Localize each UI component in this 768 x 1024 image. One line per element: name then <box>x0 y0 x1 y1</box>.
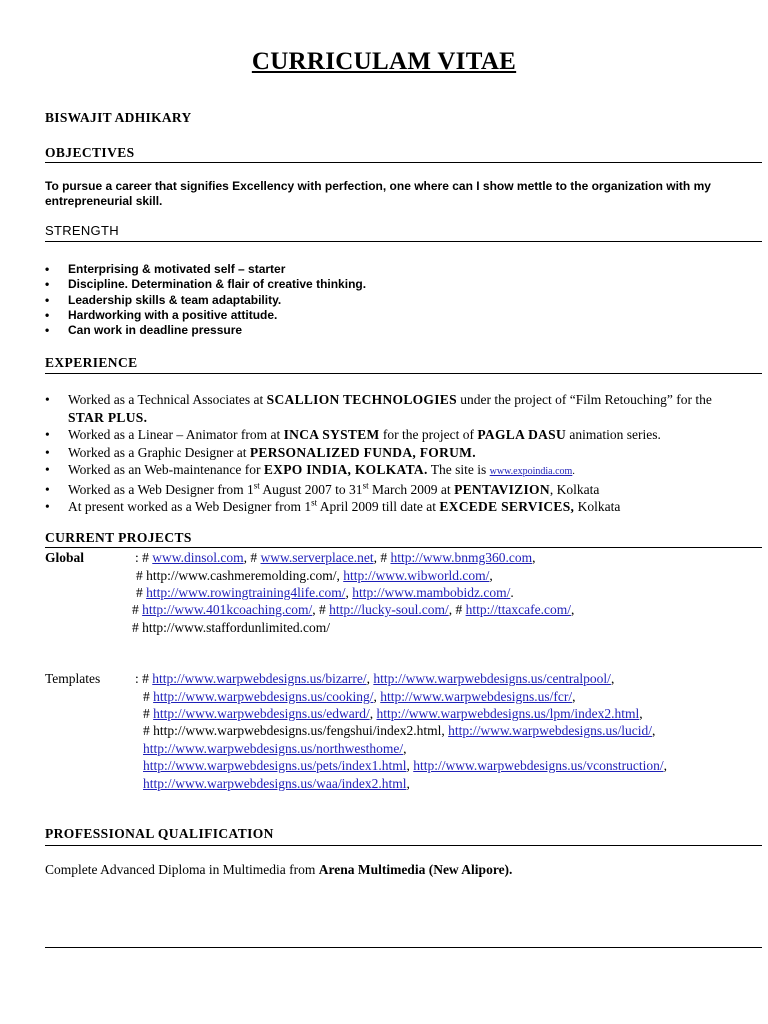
project-text: # <box>143 689 154 704</box>
current-projects-heading: CURRENT PROJECTS <box>45 530 192 545</box>
project-link[interactable]: http://ttaxcafe.com/ <box>465 602 571 617</box>
project-link[interactable]: http://www.wibworld.com/ <box>343 568 490 583</box>
list-item: • Leadership skills & team adaptability. <box>45 293 366 308</box>
list-item: • Worked as an Web-maintenance for EXPO INDIA, KOLKATA. The site is www.expoindia.com. <box>45 461 745 481</box>
project-text: , <box>366 671 374 686</box>
project-line <box>143 758 667 774</box>
project-line <box>143 741 406 757</box>
experience-heading: EXPERIENCE <box>45 355 138 370</box>
project-line <box>143 689 575 705</box>
project-text: # http://www.warpwebdesigns.us/fengshui/index2.html, <box>143 723 449 738</box>
project-line <box>132 620 330 636</box>
project-text: , # <box>243 550 261 565</box>
project-link[interactable]: http://www.warpwebdesigns.us/waa/index2.html <box>143 776 407 791</box>
project-link[interactable]: http://www.warpwebdesigns.us/fcr/ <box>380 689 573 704</box>
project-text: , <box>651 723 656 738</box>
project-link[interactable]: http://lucky-soul.com/ <box>329 602 449 617</box>
project-line <box>135 671 614 687</box>
project-text: , <box>403 741 407 756</box>
project-link[interactable]: http://www.warpwebdesigns.us/edward/ <box>153 706 370 721</box>
project-text: , <box>610 671 615 686</box>
project-text: , # <box>312 602 330 617</box>
project-text: : # <box>135 671 153 686</box>
project-link[interactable]: http://www.warpwebdesigns.us/pets/index1.html <box>143 758 407 773</box>
project-link[interactable]: http://www.bnmg360.com <box>390 550 533 565</box>
objectives-heading: OBJECTIVES <box>45 145 135 160</box>
project-text: , <box>369 706 377 721</box>
project-text: # <box>143 706 154 721</box>
project-link[interactable]: http://www.warpwebdesigns.us/northwesthome/ <box>143 741 404 756</box>
divider <box>45 845 762 846</box>
project-text: , <box>663 758 667 773</box>
project-text: . <box>510 585 514 600</box>
list-item: • At present worked as a Web Designer from 1st April 2009 till date at EXCEDE SERVICES, Kolkata <box>45 498 745 516</box>
divider <box>45 947 762 948</box>
project-link[interactable]: http://www.warpwebdesigns.us/centralpool/ <box>373 671 611 686</box>
project-text: , <box>570 602 575 617</box>
project-link[interactable]: http://www.rowingtraining4life.com/ <box>146 585 346 600</box>
project-link[interactable]: www.serverplace.net <box>260 550 374 565</box>
project-text: , # <box>373 550 391 565</box>
project-link[interactable]: http://www.warpwebdesigns.us/lpm/index2.html <box>376 706 640 721</box>
project-link[interactable]: http://www.mambobidz.com/ <box>352 585 511 600</box>
list-item: • Hardworking with a positive attitude. <box>45 308 366 323</box>
project-text: # http://www.cashmeremolding.com/, <box>136 568 344 583</box>
project-link[interactable]: http://www.401kcoaching.com/ <box>142 602 313 617</box>
project-link[interactable]: http://www.warpwebdesigns.us/vconstruction/ <box>413 758 664 773</box>
project-text: # <box>132 602 143 617</box>
strength-heading: STRENGTH <box>45 223 119 238</box>
project-line <box>143 706 643 722</box>
project-text: : # <box>135 550 153 565</box>
divider <box>45 241 762 242</box>
project-text: , <box>639 706 643 721</box>
project-text: , <box>532 550 536 565</box>
objectives-text: To pursue a career that signifies Excellency with perfection, one where can I show mettle to the organization with my entrepreneurial skill. <box>45 179 711 208</box>
qualification-text: Complete Advanced Diploma in Multimedia from Arena Multimedia (New Alipore). <box>45 862 513 877</box>
project-line <box>136 585 514 601</box>
project-text: # http://www.staffordunlimited.com/ <box>132 620 330 635</box>
project-text: , <box>345 585 353 600</box>
project-line <box>135 550 535 566</box>
templates-label: Templates <box>45 671 101 686</box>
project-line <box>143 776 410 792</box>
list-item: • Can work in deadline pressure <box>45 323 366 338</box>
project-text: , <box>572 689 576 704</box>
project-link[interactable]: www.dinsol.com <box>152 550 244 565</box>
strength-list <box>45 262 366 338</box>
list-item: • Worked as a Linear – Animator from at INCA SYSTEM for the project of PAGLA DASU animation series. <box>45 426 745 444</box>
project-link[interactable]: http://www.warpwebdesigns.us/bizarre/ <box>152 671 367 686</box>
project-text: , # <box>448 602 466 617</box>
divider <box>45 162 762 163</box>
list-item: • Worked as a Web Designer from 1st August 2007 to 31st March 2009 at PENTAVIZION, Kolkata <box>45 481 745 499</box>
professional-heading: PROFESSIONAL QUALIFICATION <box>45 826 274 841</box>
candidate-name: BISWAJIT ADHIKARY <box>45 110 192 125</box>
divider <box>45 547 762 548</box>
project-text: # <box>136 585 147 600</box>
list-item: • Enterprising & motivated self – starter <box>45 262 366 277</box>
project-text: , <box>489 568 493 583</box>
project-text: , <box>373 689 381 704</box>
expoindia-link[interactable]: www.expoindia.com <box>489 466 573 477</box>
project-line <box>136 568 493 584</box>
page-title: CURRICULAM VITAE <box>251 48 517 75</box>
list-item: • Discipline. Determination & flair of creative thinking. <box>45 277 366 292</box>
project-text: , <box>406 758 414 773</box>
list-item: • Worked as a Technical Associates at SCALLION TECHNOLOGIES under the project of “Film Retouching” for the STAR PLUS. <box>45 391 745 426</box>
project-link[interactable]: http://www.warpwebdesigns.us/cooking/ <box>153 689 374 704</box>
list-item: • Worked as a Graphic Designer at PERSONALIZED FUNDA, FORUM. <box>45 444 745 462</box>
experience-list <box>45 391 745 516</box>
project-text: , <box>406 776 410 791</box>
project-line <box>132 602 574 618</box>
project-line <box>143 723 655 739</box>
divider <box>45 373 762 374</box>
project-link[interactable]: http://www.warpwebdesigns.us/lucid/ <box>448 723 652 738</box>
global-label: Global <box>45 550 85 565</box>
